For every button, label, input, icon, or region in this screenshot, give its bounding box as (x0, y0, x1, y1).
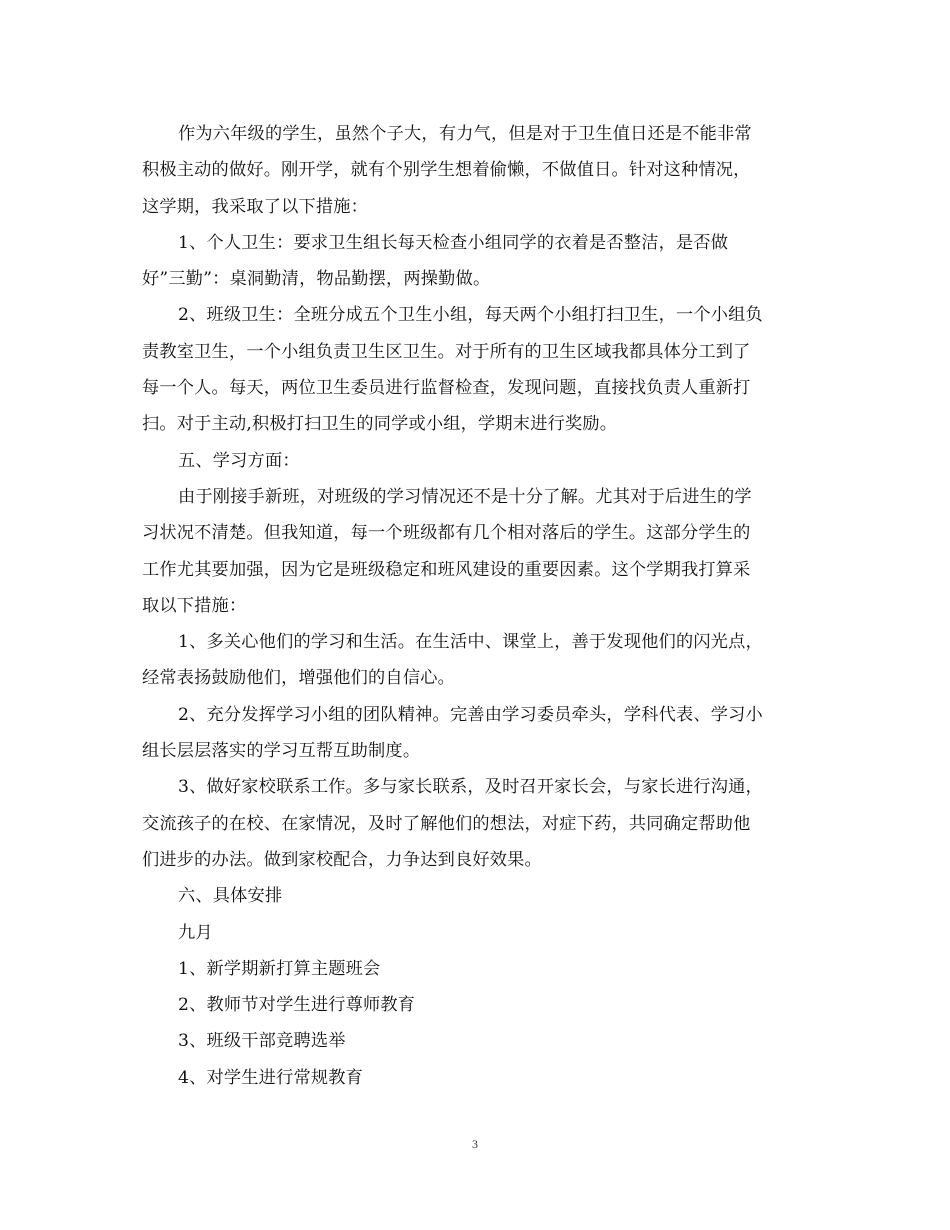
text-line: 扫。对于主动,积极打扫卫生的同学或小组，学期末进行奖励。 (142, 414, 618, 435)
text-line: 经常表扬鼓励他们，增强他们的自信心。 (142, 668, 455, 689)
text-line: 九月 (178, 922, 213, 943)
text-line: 4、对学生进行常规教育 (178, 1067, 364, 1088)
text-line: 作为六年级的学生，虽然个子大，有力气，但是对于卫生值日还是不能非常 (178, 124, 752, 144)
text-line: 好”三勤”：桌洞勤清，物品勤摆，两操勤做。 (142, 269, 491, 290)
text-line: 习状况不清楚。但我知道，每一个班级都有几个相对落后的学生。这部分学生的 (142, 523, 751, 544)
text-line: 1、多关心他们的学习和生活。在生活中、课堂上，善于发现他们的闪光点， (178, 632, 763, 653)
text-line: 这学期，我采取了以下措施： (142, 196, 369, 217)
text-line: 六、具体安排 (178, 886, 283, 907)
text-line: 责教室卫生，一个小组负责卫生区卫生。对于所有的卫生区域我都具体分工到了 (142, 341, 751, 362)
text-line: 2、班级卫生：全班分成五个卫生小组，每天两个小组打扫卫生，一个小组负 (178, 305, 763, 326)
text-line: 积极主动的做好。刚开学，就有个别学生想着偷懒，不做值日。针对这种情况， (142, 160, 751, 181)
text-line: 1、新学期新打算主题班会 (178, 958, 381, 979)
text-line: 3、做好家校联系工作。多与家长联系，及时召开家长会，与家长进行沟通， (178, 777, 763, 798)
text-line: 们进步的办法。做到家校配合，力争达到良好效果。 (142, 849, 542, 870)
text-line: 交流孩子的在校、在家情况，及时了解他们的想法，对症下药，共同确定帮助他 (142, 813, 751, 834)
text-line: 由于刚接手新班，对班级的学习情况还不是十分了解。尤其对于后进生的学 (178, 486, 752, 507)
text-line: 工作尤其要加强，因为它是班级稳定和班风建设的重要因素。这个学期我打算采 (142, 559, 751, 580)
page-number: 3 (472, 1137, 478, 1151)
document-body (142, 116, 812, 1096)
text-line: 2、充分发挥学习小组的团队精神。完善由学习委员牵头，学科代表、学习小 (178, 704, 763, 725)
text-line: 每一个人。每天，两位卫生委员进行监督检查，发现问题，直接找负责人重新打 (142, 378, 751, 399)
text-line: 1、个人卫生：要求卫生组长每天检查小组同学的衣着是否整洁，是否做 (178, 232, 729, 253)
text-line: 组长层层落实的学习互帮互助制度。 (142, 741, 421, 762)
text-line: 五、学习方面： (178, 450, 300, 471)
text-line: 取以下措施： (142, 595, 247, 616)
text-line: 3、班级干部竞聘选举 (178, 1031, 346, 1052)
text-line: 2、教师节对学生进行尊师教育 (178, 995, 416, 1016)
